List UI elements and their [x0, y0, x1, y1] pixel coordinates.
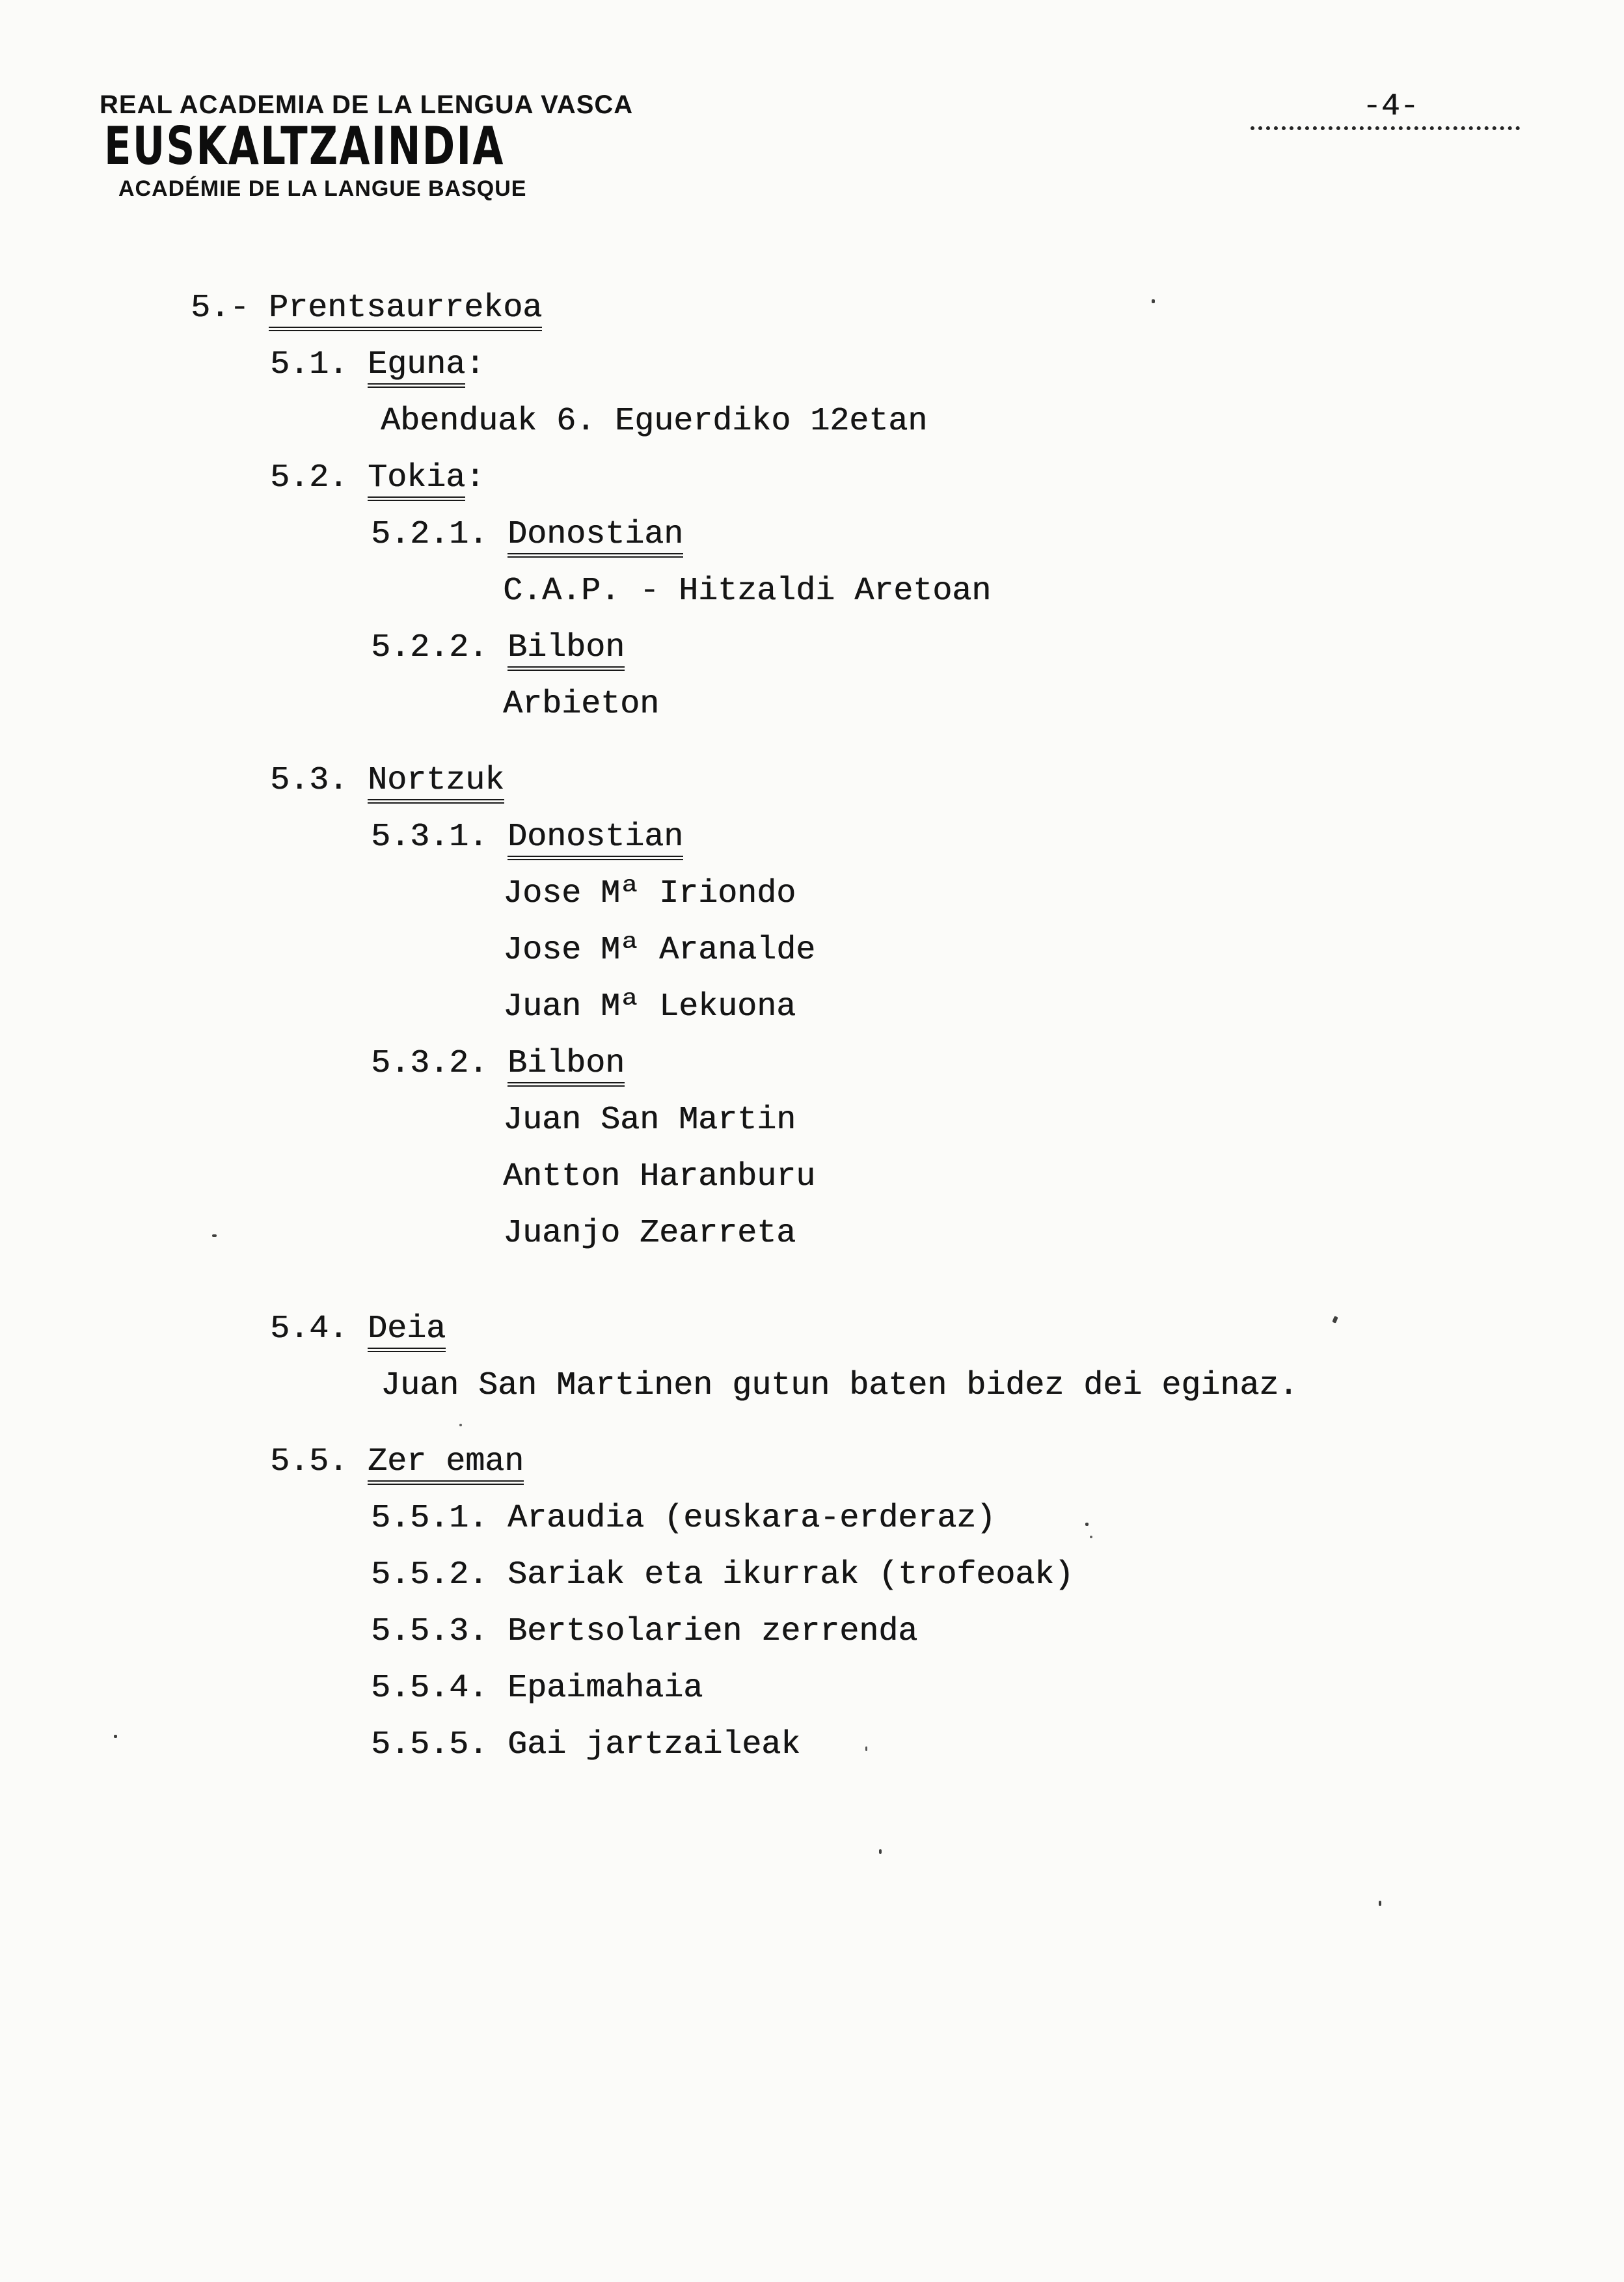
item-text: Juan Mª Lekuona: [503, 988, 796, 1026]
item-text: Antton Haranburu: [503, 1158, 816, 1195]
item-title: Donostian: [508, 819, 683, 860]
item-text: Juanjo Zearreta: [503, 1215, 796, 1252]
scan-speck: [1090, 1536, 1092, 1538]
content-line: [503, 575, 1624, 608]
numbered-item-line: [371, 1558, 1624, 1592]
item-title: Prentsaurrekoa: [269, 290, 542, 331]
scan-speck: [1152, 299, 1155, 303]
item-number: 5.3.2.: [371, 1045, 489, 1082]
subsection-heading: [270, 461, 1624, 495]
scan-speck: [212, 1234, 217, 1237]
scan-speck: [879, 1849, 882, 1854]
content-line: [503, 1160, 1624, 1194]
item-text: Arbieton: [503, 686, 660, 723]
subsection-heading: [270, 1445, 1624, 1479]
item-text: Araudia (euskara-erderaz): [508, 1500, 996, 1537]
content-line: [503, 1217, 1624, 1251]
page-number-label: -4-: [1362, 89, 1419, 124]
item-title: Deia: [368, 1311, 446, 1352]
numbered-item-line: [371, 1615, 1624, 1649]
item-text: Bertsolarien zerrenda: [508, 1613, 918, 1650]
org-name-french: ACADÉMIE DE LA LANGUE BASQUE: [118, 176, 527, 201]
item-title: Nortzuk: [368, 762, 504, 804]
org-name-spanish: REAL ACADEMIA DE LA LENGUA VASCA: [100, 90, 634, 119]
item-text: Sariak eta ikurrak (trofeoak): [508, 1556, 1074, 1594]
item-text: C.A.P. - Hitzaldi Aretoan: [503, 573, 992, 610]
item-text: Jose Mª Iriondo: [503, 875, 796, 912]
item-title: Zer eman: [368, 1443, 524, 1485]
content-line: [503, 1104, 1624, 1137]
item-text: Juan San Martinen gutun baten bidez dei eginaz.: [381, 1367, 1299, 1404]
content-line: [503, 877, 1624, 911]
item-number: 5.2.: [270, 459, 349, 496]
item-number: 5.5.5.: [371, 1726, 489, 1763]
scan-speck: [865, 1746, 867, 1751]
item-text: Gai jartzaileak: [508, 1726, 801, 1763]
content-line: [503, 934, 1624, 968]
item-number: 5.5.2.: [371, 1556, 489, 1594]
item-text: Abenduak 6. Eguerdiko 12etan: [381, 403, 928, 440]
scan-speck: [114, 1735, 117, 1738]
section-heading: [191, 292, 1624, 325]
subsubsection-heading: [371, 631, 1624, 665]
item-number: 5.5.4.: [371, 1670, 489, 1707]
item-text: Jose Mª Aranalde: [503, 932, 816, 969]
item-title: Tokia: [368, 459, 465, 501]
item-number: 5.2.1.: [371, 516, 489, 553]
subsection-heading: [270, 348, 1624, 382]
item-text: Epaimahaia: [508, 1670, 703, 1707]
content-line: [381, 405, 1624, 439]
subsubsection-heading: [371, 821, 1624, 854]
scan-speck: [1085, 1523, 1089, 1526]
subsection-heading: [270, 764, 1624, 798]
item-number: 5.4.: [270, 1311, 349, 1348]
item-colon: :: [465, 459, 485, 496]
numbered-item-line: [371, 1728, 1624, 1762]
outline: [0, 292, 1624, 1762]
dotted-rule: [1251, 107, 1520, 130]
numbered-item-line: [371, 1502, 1624, 1536]
content-line: [503, 688, 1624, 722]
subsubsection-heading: [371, 518, 1624, 552]
item-number: 5.3.1.: [371, 819, 489, 856]
content-line: [503, 990, 1624, 1024]
item-title: Bilbon: [508, 629, 625, 671]
item-number: 5.3.: [270, 762, 349, 799]
item-number: 5.5.: [270, 1443, 349, 1480]
item-number: 5.2.2.: [371, 629, 489, 666]
item-title: Eguna: [368, 346, 465, 388]
item-title: Donostian: [508, 516, 683, 558]
scan-speck: [459, 1424, 462, 1426]
content-line: [381, 1369, 1624, 1403]
numbered-item-line: [371, 1672, 1624, 1705]
item-colon: :: [465, 346, 485, 383]
item-number: 5.5.3.: [371, 1613, 489, 1650]
item-number: 5.-: [191, 290, 250, 327]
item-number: 5.1.: [270, 346, 349, 383]
subsubsection-heading: [371, 1047, 1624, 1081]
item-title: Bilbon: [508, 1045, 625, 1087]
subsection-heading: [270, 1312, 1624, 1346]
item-number: 5.5.1.: [371, 1500, 489, 1537]
scan-speck: [1379, 1901, 1381, 1906]
item-text: Juan San Martin: [503, 1102, 796, 1139]
org-logo-wordmark: EUSKALTZAINDIA: [104, 116, 505, 176]
